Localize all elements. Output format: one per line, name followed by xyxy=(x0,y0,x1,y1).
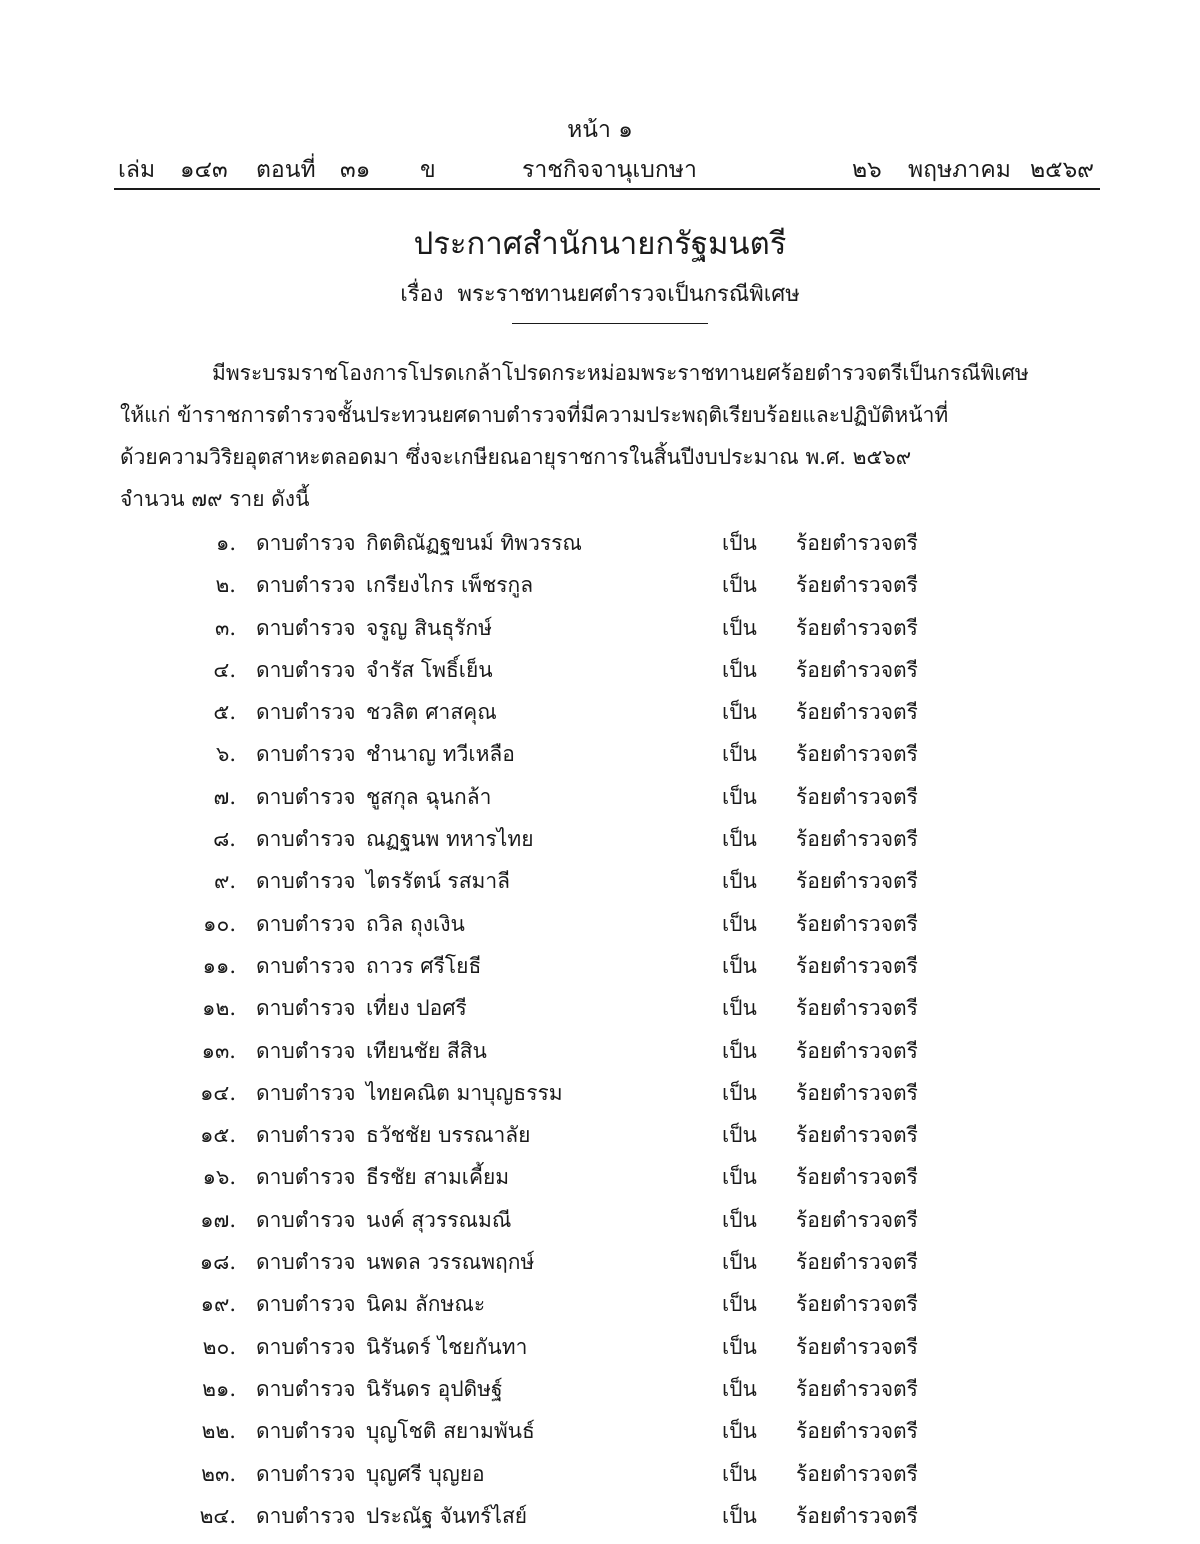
recipient-new-rank: ร้อยตำรวจตรี xyxy=(796,1165,918,1190)
recipient-number: ๑. xyxy=(215,531,236,555)
recipient-name: นิรันดร อุปดิษฐ์ xyxy=(366,1376,503,1401)
section-letter: ข xyxy=(420,157,436,183)
recipient-number: ๑๙. xyxy=(200,1292,236,1317)
recipient-new-rank: ร้อยตำรวจตรี xyxy=(796,784,918,809)
intro-line: จำนวน ๗๙ ราย ดังนี้ xyxy=(120,487,310,511)
subject-text: พระราชทานยศตำรวจเป็นกรณีพิเศษ xyxy=(457,282,800,307)
recipient-name: ประณัฐ จันทร์ไสย์ xyxy=(366,1503,528,1528)
list-item xyxy=(0,818,1200,860)
recipient-connector: เป็น xyxy=(722,1376,757,1401)
recipient-connector: เป็น xyxy=(722,615,757,640)
recipient-current-rank: ดาบตำรวจ xyxy=(256,573,356,598)
recipient-new-rank: ร้อยตำรวจตรี xyxy=(796,911,918,936)
recipient-connector: เป็น xyxy=(722,1165,757,1190)
recipient-name: เกรียงไกร เพ็ชรกูล xyxy=(366,573,534,598)
list-item xyxy=(0,1114,1200,1156)
recipient-number: ๕. xyxy=(213,700,236,725)
recipient-name: จำรัส โพธิ์เย็น xyxy=(366,657,493,682)
list-item xyxy=(0,987,1200,1029)
recipient-number: ๒๐. xyxy=(202,1334,236,1359)
recipient-connector: เป็น xyxy=(722,1250,757,1275)
recipient-name: บุญศรี บุญยอ xyxy=(366,1461,485,1486)
recipient-connector: เป็น xyxy=(722,1461,757,1486)
issue-label: ตอนที่ xyxy=(256,157,316,183)
recipient-connector: เป็น xyxy=(722,1419,757,1444)
list-item xyxy=(0,522,1200,564)
gazette-name: ราชกิจจานุเบกษา xyxy=(522,157,697,183)
recipient-current-rank: ดาบตำรวจ xyxy=(256,1250,356,1275)
page-number: หน้า ๑ xyxy=(567,117,633,143)
volume-label: เล่ม xyxy=(118,157,156,183)
recipient-number: ๑๕. xyxy=(200,1123,236,1148)
recipient-number: ๑๒. xyxy=(202,996,236,1021)
recipient-current-rank: ดาบตำรวจ xyxy=(256,1461,356,1486)
intro-line: ให้แก่ ข้าราชการตำรวจชั้นประทวนยศดาบตำรวจที่มีความประพฤติเรียบร้อยและปฏิบัติหน้าที่ xyxy=(120,403,949,427)
recipient-connector: เป็น xyxy=(722,1080,757,1105)
recipient-connector: เป็น xyxy=(722,953,757,978)
header-divider xyxy=(114,188,1100,190)
recipient-new-rank: ร้อยตำรวจตรี xyxy=(796,615,918,640)
recipient-name: ถาวร ศรีโยธี xyxy=(366,953,482,978)
recipient-number: ๑๖. xyxy=(202,1165,236,1190)
recipient-new-rank: ร้อยตำรวจตรี xyxy=(796,1038,918,1063)
recipient-current-rank: ดาบตำรวจ xyxy=(256,1207,356,1232)
recipient-new-rank: ร้อยตำรวจตรี xyxy=(796,1292,918,1317)
gazette-header xyxy=(114,152,1100,186)
recipient-connector: เป็น xyxy=(722,1038,757,1063)
recipient-current-rank: ดาบตำรวจ xyxy=(256,1165,356,1190)
recipient-name: ธีรชัย สามเคี้ยม xyxy=(366,1165,510,1190)
list-item xyxy=(0,564,1200,606)
recipient-new-rank: ร้อยตำรวจตรี xyxy=(796,953,918,978)
recipient-connector: เป็น xyxy=(722,573,757,598)
recipient-new-rank: ร้อยตำรวจตรี xyxy=(796,1250,918,1275)
recipient-connector: เป็น xyxy=(722,657,757,682)
list-item xyxy=(0,903,1200,945)
recipient-name: เที่ยง ปอศรี xyxy=(366,996,467,1021)
list-item xyxy=(0,733,1200,775)
recipient-number: ๒๔. xyxy=(199,1503,236,1528)
recipient-new-rank: ร้อยตำรวจตรี xyxy=(796,1461,918,1486)
list-item xyxy=(0,860,1200,902)
recipient-name: ถวิล ถุงเงิน xyxy=(366,911,465,936)
recipient-number: ๘. xyxy=(213,827,236,852)
recipient-connector: เป็น xyxy=(722,996,757,1021)
recipient-number: ๑๑. xyxy=(202,953,236,978)
recipient-new-rank: ร้อยตำรวจตรี xyxy=(796,1334,918,1359)
recipient-new-rank: ร้อยตำรวจตรี xyxy=(796,1376,918,1401)
subject-label: เรื่อง xyxy=(400,282,444,307)
recipient-name: นงค์ สุวรรณมณี xyxy=(366,1207,512,1232)
document-subject xyxy=(0,276,1200,311)
list-item xyxy=(0,1030,1200,1072)
recipient-number: ๒. xyxy=(215,573,236,598)
recipient-new-rank: ร้อยตำรวจตรี xyxy=(796,869,918,894)
list-item xyxy=(0,1156,1200,1198)
recipient-connector: เป็น xyxy=(722,1207,757,1232)
recipient-number: ๑๐. xyxy=(203,911,236,936)
recipient-connector: เป็น xyxy=(722,1334,757,1359)
recipient-number: ๓. xyxy=(214,615,236,640)
list-item xyxy=(0,1410,1200,1452)
recipient-current-rank: ดาบตำรวจ xyxy=(256,615,356,640)
recipient-current-rank: ดาบตำรวจ xyxy=(256,953,356,978)
list-item xyxy=(0,607,1200,649)
document-title: ประกาศสำนักนายกรัฐมนตรี xyxy=(413,226,787,262)
recipient-current-rank: ดาบตำรวจ xyxy=(256,1503,356,1528)
recipient-new-rank: ร้อยตำรวจตรี xyxy=(796,1419,918,1444)
recipient-current-rank: ดาบตำรวจ xyxy=(256,1292,356,1317)
recipient-name: ณฏฐนพ ทหารไทย xyxy=(366,827,534,852)
date-day: ๒๖ xyxy=(852,157,882,183)
recipient-new-rank: ร้อยตำรวจตรี xyxy=(796,1503,918,1528)
recipient-current-rank: ดาบตำรวจ xyxy=(256,1334,356,1359)
recipient-name: เทียนชัย สีสิน xyxy=(366,1038,487,1063)
date-year: ๒๕๖๙ xyxy=(1030,157,1095,183)
list-item xyxy=(0,1368,1200,1410)
recipient-name: จรูญ สินธุรักษ์ xyxy=(366,615,492,640)
recipient-current-rank: ดาบตำรวจ xyxy=(256,1080,356,1105)
recipient-connector: เป็น xyxy=(722,827,757,852)
recipient-current-rank: ดาบตำรวจ xyxy=(256,1123,356,1148)
list-item xyxy=(0,1283,1200,1325)
recipient-new-rank: ร้อยตำรวจตรี xyxy=(796,657,918,682)
recipient-new-rank: ร้อยตำรวจตรี xyxy=(796,827,918,852)
intro-line: ด้วยความวิริยอุตสาหะตลอดมา ซึ่งจะเกษียณอายุราชการในสิ้นปีงบประมาณ พ.ศ. ๒๕๖๙ xyxy=(120,445,912,469)
recipient-new-rank: ร้อยตำรวจตรี xyxy=(796,573,918,598)
recipient-connector: เป็น xyxy=(722,1503,757,1528)
recipient-current-rank: ดาบตำรวจ xyxy=(256,784,356,809)
recipient-current-rank: ดาบตำรวจ xyxy=(256,1376,356,1401)
list-item xyxy=(0,1241,1200,1283)
list-item xyxy=(0,1453,1200,1495)
recipient-current-rank: ดาบตำรวจ xyxy=(256,996,356,1021)
recipient-number: ๖. xyxy=(215,742,236,767)
recipient-new-rank: ร้อยตำรวจตรี xyxy=(796,1123,918,1148)
recipient-name: ไทยคณิต มาบุญธรรม xyxy=(366,1080,563,1105)
list-item xyxy=(0,776,1200,818)
recipient-number: ๒๒. xyxy=(201,1419,236,1444)
recipient-connector: เป็น xyxy=(722,1123,757,1148)
recipient-current-rank: ดาบตำรวจ xyxy=(256,911,356,936)
recipient-current-rank: ดาบตำรวจ xyxy=(256,742,356,767)
recipient-current-rank: ดาบตำรวจ xyxy=(256,531,356,555)
recipient-connector: เป็น xyxy=(722,784,757,809)
recipient-new-rank: ร้อยตำรวจตรี xyxy=(796,531,918,555)
recipient-name: นิคม ลักษณะ xyxy=(366,1292,486,1317)
recipient-current-rank: ดาบตำรวจ xyxy=(256,1038,356,1063)
recipient-number: ๑๘. xyxy=(199,1250,236,1275)
recipient-number: ๒๑. xyxy=(202,1376,236,1401)
recipient-number: ๙. xyxy=(213,869,236,894)
recipient-number: ๑๗. xyxy=(200,1207,236,1232)
list-item xyxy=(0,1199,1200,1241)
recipient-current-rank: ดาบตำรวจ xyxy=(256,657,356,682)
recipient-connector: เป็น xyxy=(722,742,757,767)
recipient-name: ธวัชชัย บรรณาลัย xyxy=(366,1123,531,1148)
date-month: พฤษภาคม xyxy=(908,157,1011,183)
recipient-connector: เป็น xyxy=(722,1292,757,1317)
recipient-list xyxy=(0,522,1200,1537)
recipient-name: บุญโชติ สยามพันธ์ xyxy=(366,1419,535,1444)
recipient-name: ชวลิต ศาสคุณ xyxy=(366,700,497,725)
volume-number: ๑๔๓ xyxy=(180,157,228,183)
recipient-new-rank: ร้อยตำรวจตรี xyxy=(796,1080,918,1105)
recipient-current-rank: ดาบตำรวจ xyxy=(256,1419,356,1444)
recipient-new-rank: ร้อยตำรวจตรี xyxy=(796,1207,918,1232)
issue-number: ๓๑ xyxy=(340,157,371,183)
recipient-name: นิรันดร์ ไชยกันทา xyxy=(366,1334,528,1359)
list-item xyxy=(0,945,1200,987)
list-item xyxy=(0,1326,1200,1368)
recipient-name: ชำนาญ ทวีเหลือ xyxy=(366,742,515,767)
list-item xyxy=(0,1495,1200,1537)
recipient-connector: เป็น xyxy=(722,869,757,894)
recipient-number: ๑๔. xyxy=(200,1080,236,1105)
recipient-connector: เป็น xyxy=(722,531,757,555)
recipient-new-rank: ร้อยตำรวจตรี xyxy=(796,996,918,1021)
recipient-current-rank: ดาบตำรวจ xyxy=(256,869,356,894)
recipient-name: ชูสกุล ฉุนกล้า xyxy=(366,784,492,809)
recipient-number: ๑๓. xyxy=(201,1038,236,1063)
title-divider xyxy=(512,323,708,324)
list-item xyxy=(0,691,1200,733)
recipient-name: นพดล วรรณพฤกษ์ xyxy=(366,1250,535,1275)
intro-paragraph xyxy=(120,352,1090,520)
recipient-number: ๗. xyxy=(213,784,236,809)
list-item xyxy=(0,1072,1200,1114)
list-item xyxy=(0,649,1200,691)
intro-line: มีพระบรมราชโองการโปรดเกล้าโปรดกระหม่อมพระราชทานยศร้อยตำรวจตรีเป็นกรณีพิเศษ xyxy=(212,361,1029,385)
recipient-connector: เป็น xyxy=(722,911,757,936)
recipient-new-rank: ร้อยตำรวจตรี xyxy=(796,742,918,767)
recipient-current-rank: ดาบตำรวจ xyxy=(256,700,356,725)
recipient-number: ๒๓. xyxy=(201,1461,236,1486)
recipient-number: ๔. xyxy=(213,657,236,682)
recipient-new-rank: ร้อยตำรวจตรี xyxy=(796,700,918,725)
recipient-connector: เป็น xyxy=(722,700,757,725)
recipient-name: ไตรรัตน์ รสมาลี xyxy=(366,869,511,894)
recipient-name: กิตติณัฏฐขนม์ ทิพวรรณ xyxy=(366,531,582,555)
recipient-current-rank: ดาบตำรวจ xyxy=(256,827,356,852)
